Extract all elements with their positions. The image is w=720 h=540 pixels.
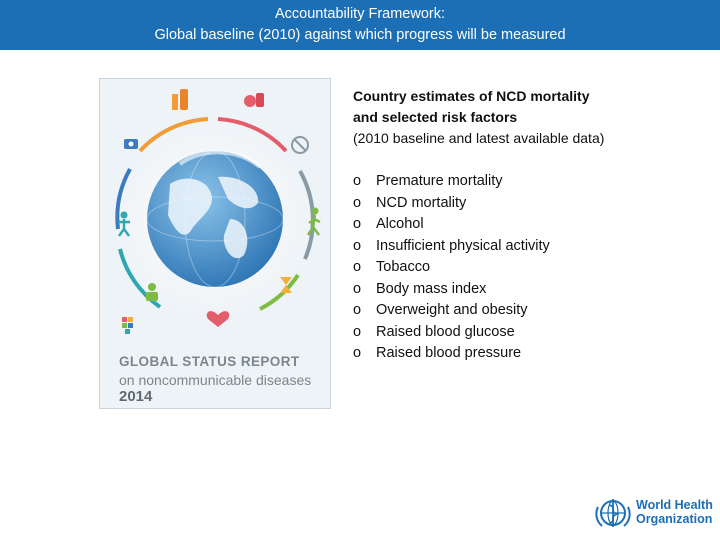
list-item-text: Raised blood glucose: [376, 323, 515, 340]
list-bullet: o: [353, 302, 362, 318]
list-item: [353, 236, 550, 258]
report-cover-image: [99, 78, 331, 409]
slide-header: [0, 0, 720, 50]
list-item: [353, 171, 550, 193]
list-item: [353, 257, 550, 279]
list-bullet: o: [353, 280, 362, 297]
list-item-text: Alcohol: [376, 216, 424, 232]
who-emblem-icon: [594, 497, 632, 529]
risk-factor-list: [353, 171, 550, 365]
intro-line3: (2010 baseline and latest available data): [353, 130, 605, 146]
globe-icon: [147, 151, 283, 287]
list-item: [353, 300, 550, 322]
who-logo-line2: Organization: [636, 512, 713, 526]
list-bullet: o: [353, 216, 362, 232]
list-bullet: o: [353, 345, 362, 361]
list-item-text: Tobacco: [376, 259, 431, 275]
list-item-text: Body mass index: [376, 280, 487, 297]
list-bullet: o: [353, 237, 362, 254]
cover-title: GLOBAL STATUS REPORT: [119, 354, 300, 369]
list-item: [353, 322, 550, 344]
list-bullet: o: [353, 323, 362, 340]
list-bullet: o: [353, 194, 362, 211]
cover-subtitle: on noncommunicable diseases: [119, 372, 312, 388]
list-bullet: o: [353, 173, 362, 189]
who-logo-line1: World Health: [636, 498, 713, 512]
who-logo: [594, 497, 712, 529]
list-item: [353, 343, 550, 365]
list-item: [353, 214, 550, 236]
list-item-text: Premature mortality: [376, 173, 503, 189]
intro-text: [353, 86, 604, 149]
cover-year: 2014: [119, 388, 153, 405]
who-logo-text: [636, 498, 713, 526]
header-title-line1: Accountability Framework:: [274, 6, 446, 22]
list-bullet: o: [353, 259, 362, 275]
scale-icon: [124, 139, 138, 149]
list-item: [353, 193, 550, 215]
list-item-text: Overweight and obesity: [376, 302, 528, 318]
intro-line1: Country estimates of NCD mortality: [353, 88, 590, 104]
list-item-text: Raised blood pressure: [376, 345, 522, 361]
list-item-text: NCD mortality: [376, 194, 467, 211]
intro-line2: and selected risk factors: [353, 109, 518, 125]
header-title-line2: Global baseline (2010) against which progress will be measured: [154, 27, 566, 43]
list-item-text: Insufficient physical activity: [376, 237, 550, 254]
list-item: [353, 279, 550, 301]
